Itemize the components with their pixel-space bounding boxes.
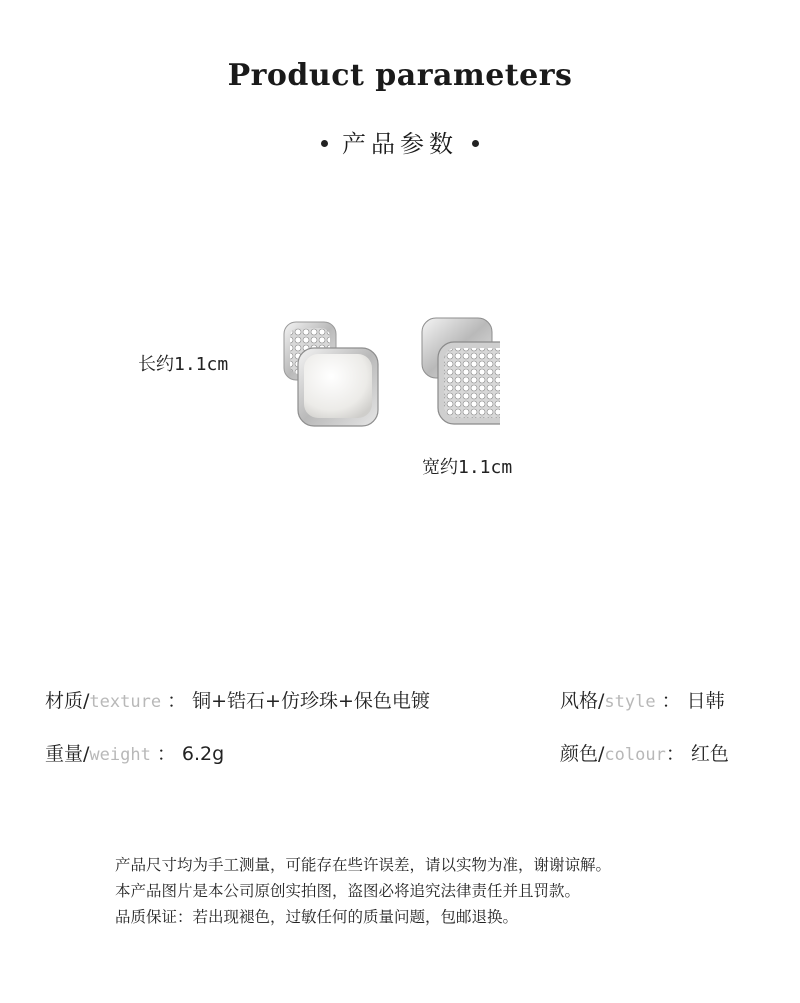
param-weight-label: 重量/ <box>45 743 90 765</box>
param-weight-en: weight <box>89 745 151 765</box>
param-color-label: 颜色/ <box>560 743 605 765</box>
param-style-label: 风格/ <box>560 690 605 712</box>
param-material-value: 铜+锆石+仿珍珠+保色电镀 <box>192 690 430 712</box>
length-label: 长约1.1cm <box>138 354 229 375</box>
param-weight <box>45 739 224 766</box>
param-color-sep: ： <box>665 743 685 765</box>
param-material-label: 材质/ <box>45 690 90 712</box>
note-line-3: 品质保证：若出现褪色，过敏任何的质量问题，包邮退换。 <box>115 908 519 926</box>
param-weight-sep: ： <box>150 743 176 765</box>
param-color-value: 红色 <box>690 743 729 765</box>
page-subtitle <box>0 124 800 159</box>
note-line-1: 产品尺寸均为手工测量，可能存在些许误差，请以实物为准，谢谢谅解。 <box>115 856 612 874</box>
param-color-en: colour <box>604 745 666 765</box>
page-title: Product parameters <box>227 58 573 93</box>
param-color <box>560 739 729 766</box>
param-weight-value: 6.2g <box>181 743 225 765</box>
product-image <box>270 312 500 432</box>
earrings-icon <box>270 312 500 432</box>
param-material <box>45 686 430 713</box>
param-material-en: texture <box>89 692 162 712</box>
param-material-sep: ： <box>161 690 187 712</box>
bullet-dot-icon <box>472 140 479 147</box>
width-label: 宽约1.1cm <box>422 457 513 478</box>
param-style <box>560 686 725 713</box>
param-style-value: 日韩 <box>686 690 725 712</box>
subtitle-text: 产品参数 <box>342 130 458 158</box>
bullet-dot-icon <box>321 140 328 147</box>
note-line-2: 本产品图片是本公司原创实拍图，盗图必将追究法律责任并且罚款。 <box>115 882 581 900</box>
param-style-en: style <box>604 692 656 712</box>
param-style-sep: ： <box>655 690 681 712</box>
